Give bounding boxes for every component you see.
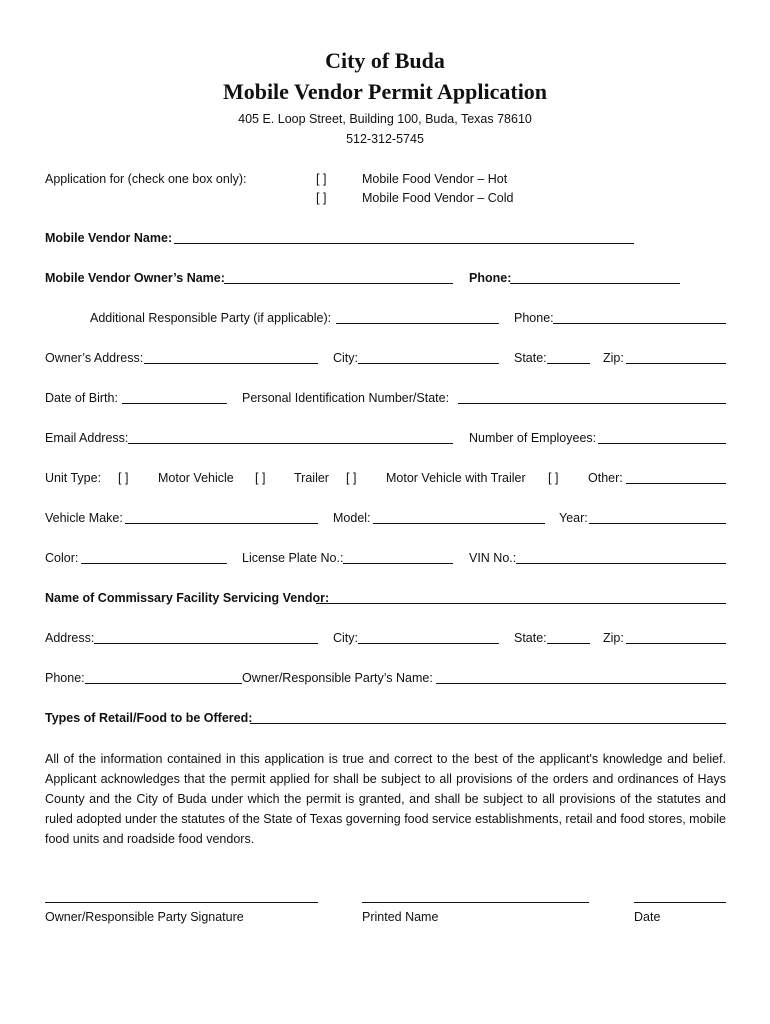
num-employees-label: Number of Employees:	[469, 431, 597, 445]
retail-types-field[interactable]	[250, 723, 726, 724]
certification-paragraph: All of the information contained in this application is true and correct to the best of the applicant's knowledge and belief. Applicant acknowledges that the permit applied for shall be subject to all provisions of the orders and ordinances of Hays County and the City of Buda under which the permit is granted, and shall be subject to all provisions of the statutes and ruled adopted under the statutes of the State of Texas governing food service establishments, retail and food stores, mobile food units and roadside food vendors.	[45, 752, 726, 846]
unit-type-label: Unit Type:	[45, 471, 102, 485]
checkbox-hot[interactable]: [ ]	[316, 172, 327, 186]
owner-phone-field[interactable]	[510, 283, 680, 284]
city-field[interactable]	[358, 363, 499, 364]
commissary-name-label: Name of Commissary Facility Servicing Vendor:	[45, 591, 330, 605]
vendor-name-field[interactable]	[174, 243, 634, 244]
additional-phone-field[interactable]	[553, 323, 726, 324]
commissary-zip-label: Zip:	[603, 631, 624, 645]
dob-label: Date of Birth:	[45, 391, 118, 405]
date-field[interactable]	[634, 902, 726, 903]
vehicle-make-label: Vehicle Make:	[45, 511, 123, 525]
pin-state-field[interactable]	[458, 403, 726, 404]
additional-party-field[interactable]	[336, 323, 499, 324]
additional-party-label: Additional Responsible Party (if applicable):	[90, 311, 332, 325]
commissary-state-field[interactable]	[547, 643, 590, 644]
commissary-phone-label: Phone:	[45, 671, 85, 685]
commissary-address-field[interactable]	[94, 643, 318, 644]
num-employees-field[interactable]	[598, 443, 726, 444]
option-hot-label: Mobile Food Vendor – Hot	[362, 172, 508, 186]
commissary-owner-label: Owner/Responsible Party’s Name:	[242, 671, 433, 685]
email-field[interactable]	[128, 443, 453, 444]
vehicle-make-field[interactable]	[125, 523, 318, 524]
option-cold-label: Mobile Food Vendor – Cold	[362, 191, 514, 205]
additional-phone-label: Phone:	[514, 311, 554, 325]
checkbox-other[interactable]: [ ]	[548, 471, 559, 485]
checkbox-motor-vehicle[interactable]: [ ]	[118, 471, 129, 485]
email-label: Email Address:	[45, 431, 129, 445]
commissary-address-label: Address:	[45, 631, 95, 645]
license-plate-field[interactable]	[343, 563, 453, 564]
page-title: City of Buda	[325, 48, 445, 73]
retail-types-label: Types of Retail/Food to be Offered:	[45, 711, 253, 725]
commissary-city-field[interactable]	[358, 643, 499, 644]
city-label: City:	[333, 351, 358, 365]
commissary-zip-field[interactable]	[626, 643, 726, 644]
page-subtitle: Mobile Vendor Permit Application	[222, 79, 548, 104]
printed-name-label: Printed Name	[362, 910, 439, 924]
date-label: Date	[634, 910, 661, 924]
owner-name-label: Mobile Vendor Owner’s Name:	[45, 271, 225, 285]
commissary-phone-field[interactable]	[85, 683, 242, 684]
commissary-state-label: State:	[514, 631, 547, 645]
state-label: State:	[514, 351, 547, 365]
unit-other-label: Other:	[588, 471, 623, 485]
zip-field[interactable]	[626, 363, 726, 364]
year-label: Year:	[559, 511, 588, 525]
license-plate-label: License Plate No.:	[242, 551, 344, 565]
unit-other-field[interactable]	[626, 483, 726, 484]
owner-signature-label: Owner/Responsible Party Signature	[45, 910, 244, 924]
owner-phone-label: Phone:	[469, 271, 512, 285]
color-label: Color:	[45, 551, 79, 565]
vin-label: VIN No.:	[469, 551, 517, 565]
commissary-city-label: City:	[333, 631, 358, 645]
owner-address-field[interactable]	[144, 363, 318, 364]
checkbox-trailer[interactable]: [ ]	[255, 471, 266, 485]
unit-motor-with-trailer-label: Motor Vehicle with Trailer	[386, 471, 526, 485]
zip-label: Zip:	[603, 351, 624, 365]
state-field[interactable]	[547, 363, 590, 364]
commissary-owner-field[interactable]	[436, 683, 726, 684]
unit-motor-vehicle-label: Motor Vehicle	[158, 471, 234, 485]
pin-state-label: Personal Identification Number/State:	[242, 391, 450, 405]
checkbox-motor-with-trailer[interactable]: [ ]	[346, 471, 357, 485]
dob-field[interactable]	[122, 403, 227, 404]
unit-trailer-label: Trailer	[294, 471, 329, 485]
color-field[interactable]	[81, 563, 227, 564]
commissary-name-field[interactable]	[316, 603, 726, 604]
owner-address-label: Owner’s Address:	[45, 351, 144, 365]
owner-signature-field[interactable]	[45, 902, 318, 903]
office-phone: 512-312-5745	[346, 132, 424, 146]
model-label: Model:	[333, 511, 371, 525]
office-address: 405 E. Loop Street, Building 100, Buda, Texas 78610	[238, 112, 532, 126]
vin-field[interactable]	[516, 563, 726, 564]
printed-name-field[interactable]	[362, 902, 589, 903]
owner-name-field[interactable]	[224, 283, 453, 284]
application-for-label: Application for (check one box only):	[45, 172, 247, 186]
vendor-name-label: Mobile Vendor Name:	[45, 231, 173, 245]
model-field[interactable]	[373, 523, 545, 524]
year-field[interactable]	[589, 523, 726, 524]
checkbox-cold[interactable]: [ ]	[316, 191, 327, 205]
